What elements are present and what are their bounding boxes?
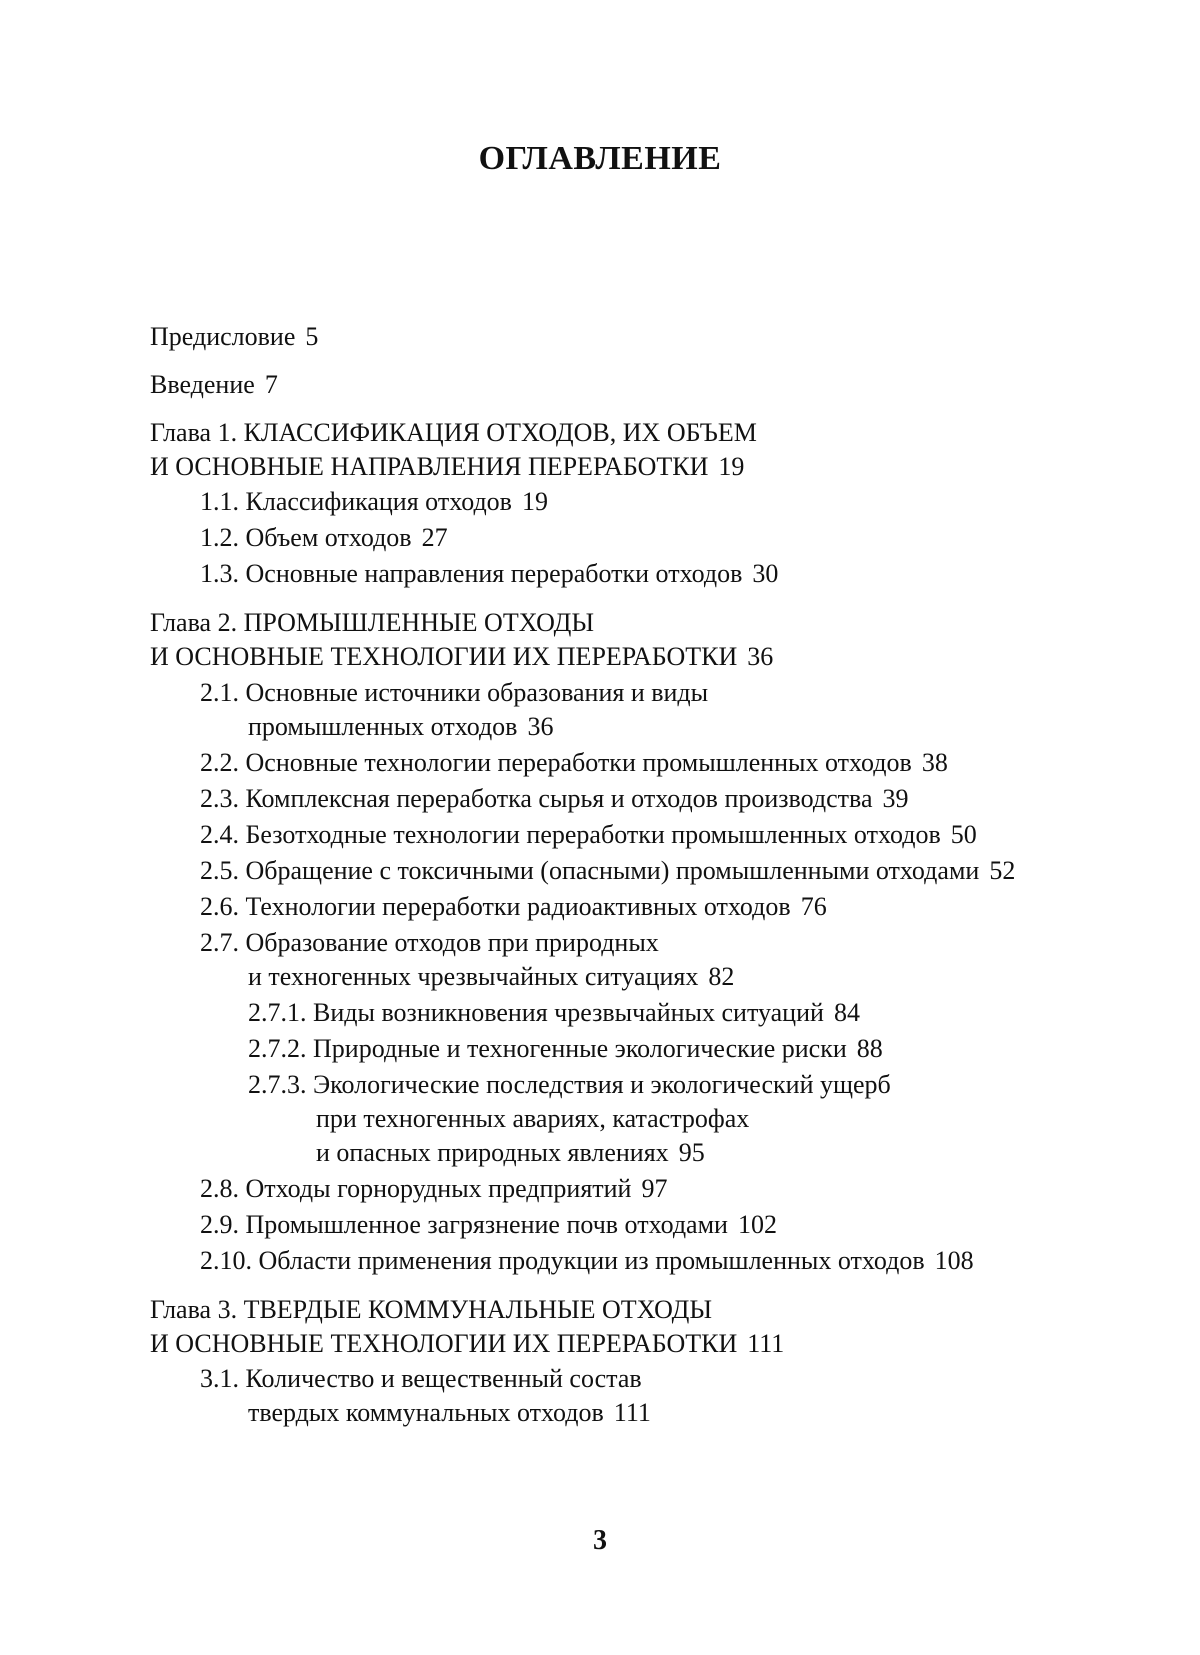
toc-entry-text: 2.7. Образование отходов при природных — [200, 928, 659, 957]
toc-entry-text: Глава 1. КЛАССИФИКАЦИЯ ОТХОДОВ, ИХ ОБЪЕМ — [150, 418, 757, 447]
toc-entry — [150, 485, 1060, 519]
toc-entry-text: 2.3. Комплексная переработка сырья и отходов производства — [200, 784, 873, 813]
toc-entry-text: 2.10. Области применения продукции из промышленных отходов — [200, 1246, 925, 1275]
toc-entry-text: 1.2. Объем отходов — [200, 523, 412, 552]
toc-entry — [150, 746, 1060, 780]
toc-entry — [150, 606, 1060, 674]
toc-entry-text: и опасных природных явлениях — [316, 1138, 669, 1167]
toc-entry-text: И ОСНОВНЫЕ ТЕХНОЛОГИИ ИХ ПЕРЕРАБОТКИ — [150, 642, 738, 671]
toc-entry — [150, 1032, 1060, 1066]
toc-page-number: 76 — [800, 892, 827, 921]
toc-entry-text: промышленных отходов — [248, 712, 518, 741]
toc-entry — [150, 890, 1060, 924]
toc-page-number: 27 — [421, 523, 448, 552]
toc-page-number: 5 — [305, 322, 319, 351]
toc-page-number: 108 — [934, 1246, 974, 1275]
toc-page-number: 84 — [833, 998, 860, 1027]
toc-entry — [150, 926, 1060, 994]
page-number: 3 — [593, 1525, 607, 1556]
toc-page-number: 102 — [737, 1210, 777, 1239]
toc-entry-text: 3.1. Количество и вещественный состав — [200, 1364, 642, 1393]
toc-page-number: 19 — [521, 487, 548, 516]
toc-page-number: 50 — [950, 820, 977, 849]
toc-page-number: 7 — [264, 370, 278, 399]
toc-entry-text: 2.4. Безотходные технологии переработки промышленных отходов — [200, 820, 941, 849]
toc-entry — [150, 1293, 1060, 1361]
toc-entry — [150, 557, 1060, 591]
toc-page-number: 30 — [752, 559, 779, 588]
toc-entry — [150, 320, 1060, 354]
toc-entry-text: И ОСНОВНЫЕ НАПРАВЛЕНИЯ ПЕРЕРАБОТКИ — [150, 452, 709, 481]
toc-page-number: 88 — [856, 1034, 883, 1063]
toc-entry-text: Глава 3. ТВЕРДЫЕ КОММУНАЛЬНЫЕ ОТХОДЫ — [150, 1295, 713, 1324]
toc-entry — [150, 782, 1060, 816]
toc-entry-text: 2.2. Основные технологии переработки промышленных отходов — [200, 748, 912, 777]
toc-entry-text: 2.8. Отходы горнорудных предприятий — [200, 1174, 632, 1203]
toc-entry-text: 2.7.3. Экологические последствия и экологический ущерб — [248, 1070, 891, 1099]
toc-entry-text: при техногенных авариях, катастрофах — [316, 1104, 750, 1133]
toc-page-number: 19 — [718, 452, 745, 481]
toc-entry — [150, 1244, 1060, 1278]
toc-entry — [150, 521, 1060, 555]
toc-entry-text: 2.6. Технологии переработки радиоактивных отходов — [200, 892, 791, 921]
toc-entry-text: 2.5. Обращение с токсичными (опасными) промышленными отходами — [200, 856, 980, 885]
toc-page-number: 52 — [989, 856, 1016, 885]
toc-entry — [150, 368, 1060, 402]
toc-entry-text: Предисловие — [150, 322, 296, 351]
toc-entry — [150, 1172, 1060, 1206]
toc-entry-text: 1.3. Основные направления переработки отходов — [200, 559, 743, 588]
toc-page-number: 36 — [747, 642, 774, 671]
toc-page-number: 97 — [641, 1174, 668, 1203]
toc-entry — [150, 854, 1060, 888]
toc-entry-text: И ОСНОВНЫЕ ТЕХНОЛОГИИ ИХ ПЕРЕРАБОТКИ — [150, 1329, 738, 1358]
toc-entry — [150, 1362, 1060, 1430]
toc-entry — [150, 416, 1060, 484]
toc-page-number: 111 — [747, 1329, 785, 1358]
toc-page-number: 36 — [527, 712, 554, 741]
toc-entry-text: Введение — [150, 370, 255, 399]
toc-entry — [150, 1208, 1060, 1242]
toc-entry-text: 2.1. Основные источники образования и виды — [200, 678, 709, 707]
toc-entry-text: Глава 2. ПРОМЫШЛЕННЫЕ ОТХОДЫ — [150, 608, 595, 637]
toc-entry — [150, 676, 1060, 744]
toc-entry — [150, 818, 1060, 852]
toc-page-number: 38 — [921, 748, 948, 777]
toc-page-number: 82 — [708, 962, 735, 991]
toc-entry-text: 2.7.1. Виды возникновения чрезвычайных ситуаций — [248, 998, 824, 1027]
toc-entry — [150, 1068, 1060, 1170]
toc-entry-text: 1.1. Классификация отходов — [200, 487, 512, 516]
toc-entry — [150, 996, 1060, 1030]
toc-entry-text: 2.9. Промышленное загрязнение почв отходами — [200, 1210, 728, 1239]
page-title: ОГЛАВЛЕНИЕ — [478, 140, 722, 177]
toc-page-number: 111 — [613, 1398, 651, 1427]
toc-entry-text: 2.7.2. Природные и техногенные экологические риски — [248, 1034, 847, 1063]
toc-page-number: 39 — [882, 784, 909, 813]
toc-entry-text: и техногенных чрезвычайных ситуациях — [248, 962, 699, 991]
toc-page-number: 95 — [678, 1138, 705, 1167]
toc-entry-text: твердых коммунальных отходов — [248, 1398, 604, 1427]
